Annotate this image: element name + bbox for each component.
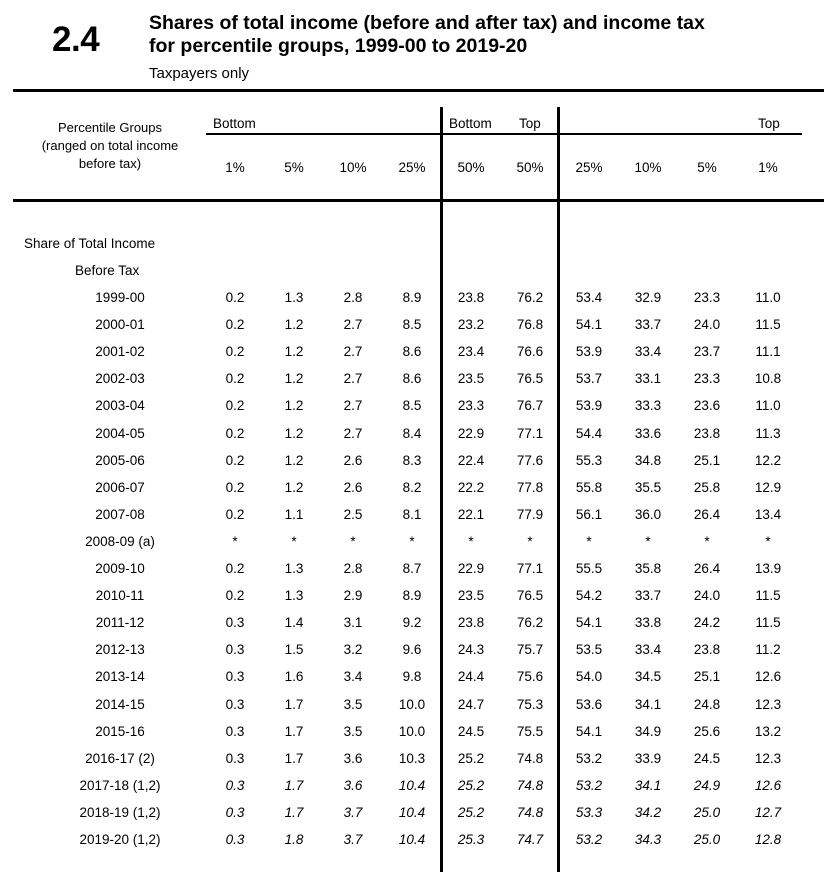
table-row bbox=[0, 642, 824, 669]
table-cell: 23.8 bbox=[457, 615, 485, 631]
column-label: 50% bbox=[516, 160, 544, 175]
top-rule bbox=[13, 89, 824, 92]
table-cell: 2.7 bbox=[343, 425, 363, 441]
table-cell: 11.5 bbox=[755, 317, 781, 333]
table-cell: 53.3 bbox=[575, 804, 603, 820]
table-cell: 33.4 bbox=[634, 642, 662, 658]
table-cell: 24.0 bbox=[693, 588, 721, 604]
table-cell: 77.1 bbox=[516, 425, 544, 441]
table-cell: 55.3 bbox=[575, 452, 603, 468]
table-cell: 8.9 bbox=[402, 588, 422, 604]
table-cell: 25.1 bbox=[693, 669, 721, 685]
table-cell: 3.7 bbox=[343, 832, 363, 847]
table-cell: 34.1 bbox=[634, 696, 662, 712]
row-year: 1999-00 bbox=[95, 290, 145, 305]
table-cell: 11.5 bbox=[755, 588, 781, 604]
table-cell: 0.2 bbox=[225, 317, 245, 333]
table-cell: * bbox=[232, 533, 238, 549]
table-cell: 24.0 bbox=[693, 317, 721, 333]
table-cell: 12.9 bbox=[754, 479, 782, 495]
table-cell: 24.5 bbox=[457, 723, 485, 739]
table-cell: 8.5 bbox=[402, 398, 422, 414]
table-cell: 35.5 bbox=[634, 479, 662, 495]
table-cell: 2.6 bbox=[343, 479, 363, 495]
table-cell: 25.2 bbox=[457, 750, 485, 766]
table-cell: 2.7 bbox=[343, 398, 363, 414]
row-year: 2017-18 (1,2) bbox=[79, 777, 161, 793]
table-cell: * bbox=[645, 533, 651, 549]
table-row bbox=[0, 453, 824, 480]
table-cell: 0.3 bbox=[225, 832, 245, 847]
table-cell: 25.8 bbox=[693, 479, 721, 495]
table-cell: 8.9 bbox=[402, 290, 422, 305]
table-cell: 53.4 bbox=[575, 290, 603, 305]
table-cell: 3.1 bbox=[343, 615, 363, 631]
table-cell: 3.4 bbox=[343, 669, 363, 685]
table-cell: 0.2 bbox=[225, 506, 245, 522]
table-cell: 10.8 bbox=[754, 371, 782, 387]
table-cell: 34.2 bbox=[634, 804, 662, 820]
column-label: 5% bbox=[697, 160, 717, 175]
table-cell: 53.2 bbox=[575, 777, 603, 793]
table-row bbox=[0, 344, 824, 371]
table-cell: 23.6 bbox=[693, 398, 721, 414]
table-cell: 26.4 bbox=[693, 561, 721, 576]
table-cell: 12.6 bbox=[754, 669, 782, 685]
title-line-2: for percentile groups, 1999-00 to 2019-20 bbox=[149, 35, 528, 57]
column-label: 10% bbox=[339, 160, 367, 175]
table-cell: 32.9 bbox=[634, 290, 662, 305]
table-cell: 34.8 bbox=[634, 452, 662, 468]
table-cell: 53.2 bbox=[575, 832, 603, 847]
group-label-top-50: Top bbox=[519, 116, 541, 131]
table-cell: 12.8 bbox=[754, 832, 782, 847]
column-label: 1% bbox=[758, 160, 778, 175]
table-cell: 76.5 bbox=[516, 371, 544, 387]
table-cell: 2.6 bbox=[343, 452, 363, 468]
table-cell: 53.9 bbox=[575, 344, 603, 360]
table-cell: 23.2 bbox=[457, 317, 485, 333]
table-cell: 74.8 bbox=[516, 804, 544, 820]
row-year: 2015-16 bbox=[95, 723, 145, 739]
table-row bbox=[0, 724, 824, 751]
table-cell: 1.7 bbox=[284, 777, 304, 793]
table-cell: 13.4 bbox=[754, 506, 782, 522]
table-cell: 23.3 bbox=[457, 398, 485, 414]
table-cell: 1.7 bbox=[284, 750, 304, 766]
table-cell: 2.7 bbox=[343, 317, 363, 333]
table-cell: 25.0 bbox=[693, 804, 721, 820]
table-cell: 12.2 bbox=[754, 452, 782, 468]
table-cell: * bbox=[765, 533, 771, 549]
row-year: 2016-17 (2) bbox=[85, 750, 155, 766]
table-cell: 3.6 bbox=[343, 750, 363, 766]
title-line-1: Shares of total income (before and after tax) and income tax bbox=[149, 12, 705, 34]
table-row bbox=[0, 480, 824, 507]
table-cell: 0.2 bbox=[225, 344, 245, 360]
table-cell: 0.2 bbox=[225, 452, 245, 468]
table-cell: 1.3 bbox=[284, 290, 304, 305]
table-cell: 33.9 bbox=[634, 750, 662, 766]
table-cell: 3.5 bbox=[343, 723, 363, 739]
row-year: 2005-06 bbox=[95, 452, 145, 468]
table-cell: 2.5 bbox=[343, 506, 363, 522]
table-cell: 77.8 bbox=[516, 479, 544, 495]
table-cell: 75.7 bbox=[516, 642, 544, 658]
table-cell: 1.2 bbox=[284, 452, 304, 468]
group-label-bottom-50: Bottom bbox=[449, 116, 492, 131]
table-cell: 24.9 bbox=[693, 777, 721, 793]
table-cell: 22.1 bbox=[457, 506, 485, 522]
table-cell: 0.3 bbox=[225, 696, 245, 712]
table-cell: 23.5 bbox=[457, 588, 485, 604]
table-cell: 1.2 bbox=[284, 317, 304, 333]
table-cell: 1.2 bbox=[284, 371, 304, 387]
table-cell: 1.1 bbox=[284, 506, 304, 522]
table-cell: 33.3 bbox=[634, 398, 662, 414]
table-title bbox=[149, 12, 809, 58]
table-cell: 9.8 bbox=[402, 669, 422, 685]
table-cell: 33.7 bbox=[634, 317, 662, 333]
group-underline bbox=[206, 133, 802, 135]
table-row bbox=[0, 805, 824, 832]
column-label: 25% bbox=[398, 160, 426, 175]
table-cell: * bbox=[409, 533, 415, 549]
table-cell: 26.4 bbox=[693, 506, 721, 522]
row-year: 2003-04 bbox=[95, 398, 145, 414]
table-cell: 0.3 bbox=[225, 723, 245, 739]
table-cell: 1.7 bbox=[284, 804, 304, 820]
table-cell: 8.4 bbox=[402, 425, 422, 441]
table-cell: 1.3 bbox=[284, 588, 304, 604]
table-cell: 33.8 bbox=[634, 615, 662, 631]
table-row bbox=[0, 588, 824, 615]
table-cell: * bbox=[468, 533, 474, 549]
table-row bbox=[0, 534, 824, 561]
table-cell: 8.6 bbox=[402, 371, 422, 387]
row-year: 2006-07 bbox=[95, 479, 145, 495]
table-cell: * bbox=[291, 533, 297, 549]
table-cell: 76.6 bbox=[516, 344, 544, 360]
table-cell: 33.1 bbox=[634, 371, 662, 387]
table-cell: 33.4 bbox=[634, 344, 662, 360]
table-cell: 0.3 bbox=[225, 750, 245, 766]
row-year: 2000-01 bbox=[95, 317, 145, 333]
table-cell: 11.1 bbox=[755, 344, 781, 360]
table-cell: 23.8 bbox=[457, 290, 485, 305]
table-cell: 76.2 bbox=[516, 290, 544, 305]
table-cell: 0.2 bbox=[225, 479, 245, 495]
table-row bbox=[0, 398, 824, 425]
table-cell: 0.3 bbox=[225, 615, 245, 631]
table-cell: 3.6 bbox=[343, 777, 363, 793]
table-row bbox=[0, 751, 824, 778]
table-cell: 33.7 bbox=[634, 588, 662, 604]
table-cell: 0.3 bbox=[225, 804, 245, 820]
table-cell: 1.2 bbox=[284, 398, 304, 414]
stub-heading-line-1: Percentile Groups bbox=[57, 120, 163, 135]
table-cell: 75.5 bbox=[516, 723, 544, 739]
group-label-bottom: Bottom bbox=[213, 116, 256, 131]
table-cell: 76.7 bbox=[516, 398, 544, 414]
table-cell: 24.3 bbox=[457, 642, 485, 658]
table-cell: 9.2 bbox=[402, 615, 422, 631]
row-year: 2010-11 bbox=[95, 588, 145, 604]
table-cell: * bbox=[350, 533, 356, 549]
table-cell: 23.7 bbox=[693, 344, 721, 360]
table-row bbox=[0, 507, 824, 534]
table-cell: 11.3 bbox=[755, 425, 781, 441]
section-heading: Share of Total Income bbox=[24, 236, 156, 251]
table-cell: 0.3 bbox=[225, 669, 245, 685]
table-cell: 74.8 bbox=[516, 750, 544, 766]
table-cell: 22.2 bbox=[457, 479, 485, 495]
table-cell: 0.2 bbox=[225, 371, 245, 387]
table-cell: 34.3 bbox=[634, 832, 662, 847]
table-cell: 22.9 bbox=[457, 425, 485, 441]
table-cell: 24.8 bbox=[693, 696, 721, 712]
table-cell: 53.2 bbox=[575, 750, 603, 766]
column-label: 25% bbox=[575, 160, 603, 175]
table-cell: 12.6 bbox=[754, 777, 782, 793]
table-cell: 23.3 bbox=[693, 371, 721, 387]
table-cell: 12.3 bbox=[754, 696, 782, 712]
table-row bbox=[0, 371, 824, 398]
table-cell: 1.7 bbox=[284, 723, 304, 739]
table-cell: 9.6 bbox=[402, 642, 422, 658]
table-cell: 34.5 bbox=[634, 669, 662, 685]
table-cell: 8.7 bbox=[402, 561, 422, 576]
stub-heading bbox=[20, 119, 200, 173]
table-cell: 22.4 bbox=[457, 452, 485, 468]
table-cell: 1.2 bbox=[284, 344, 304, 360]
table-cell: 1.2 bbox=[284, 479, 304, 495]
table-row bbox=[0, 697, 824, 724]
table-cell: 10.4 bbox=[398, 777, 426, 793]
table-cell: 36.0 bbox=[634, 506, 662, 522]
table-cell: 2.7 bbox=[343, 344, 363, 360]
table-cell: 76.5 bbox=[516, 588, 544, 604]
table-subtitle: Taxpayers only bbox=[149, 65, 250, 82]
stub-heading-line-2: (ranged on total income bbox=[41, 138, 179, 153]
table-cell: 8.1 bbox=[402, 506, 422, 522]
row-year: 2011-12 bbox=[95, 615, 145, 631]
subsection-heading: Before Tax bbox=[75, 263, 140, 278]
table-cell: 1.2 bbox=[284, 425, 304, 441]
row-year: 2008-09 (a) bbox=[85, 533, 155, 549]
table-cell: 74.8 bbox=[516, 777, 544, 793]
column-label: 5% bbox=[284, 160, 304, 175]
table-cell: 53.5 bbox=[575, 642, 603, 658]
table-cell: 23.8 bbox=[693, 642, 721, 658]
table-cell: 11.0 bbox=[755, 398, 781, 414]
table-cell: 55.8 bbox=[575, 479, 603, 495]
table-cell: 54.1 bbox=[575, 615, 603, 631]
table-cell: 25.2 bbox=[457, 804, 485, 820]
row-year: 2013-14 bbox=[95, 669, 145, 685]
header-bottom-rule bbox=[13, 199, 824, 202]
table-cell: 23.3 bbox=[693, 290, 721, 305]
table-cell: 13.2 bbox=[754, 723, 782, 739]
table-cell: 1.3 bbox=[284, 561, 304, 576]
table-cell: 53.7 bbox=[575, 371, 603, 387]
table-cell: 8.5 bbox=[402, 317, 422, 333]
table-cell: 35.8 bbox=[634, 561, 662, 576]
table-cell: 77.6 bbox=[516, 452, 544, 468]
table-cell: 76.8 bbox=[516, 317, 544, 333]
table-row bbox=[0, 290, 824, 317]
table-cell: 12.7 bbox=[754, 804, 782, 820]
table-cell: 25.2 bbox=[457, 777, 485, 793]
table-cell: 0.2 bbox=[225, 290, 245, 305]
table-row bbox=[0, 832, 824, 859]
table-cell: 1.8 bbox=[284, 832, 304, 847]
table-cell: 10.0 bbox=[398, 696, 426, 712]
column-label: 50% bbox=[457, 160, 485, 175]
table-row bbox=[0, 778, 824, 805]
table-cell: * bbox=[527, 533, 533, 549]
table-cell: 54.1 bbox=[575, 317, 603, 333]
table-cell: 23.5 bbox=[457, 371, 485, 387]
table-cell: 25.1 bbox=[693, 452, 721, 468]
table-cell: 22.9 bbox=[457, 561, 485, 576]
table-cell: 11.2 bbox=[755, 642, 781, 658]
table-cell: 75.6 bbox=[516, 669, 544, 685]
table-cell: 24.7 bbox=[457, 696, 485, 712]
table-cell: 23.4 bbox=[457, 344, 485, 360]
table-cell: 0.2 bbox=[225, 398, 245, 414]
table-cell: 54.1 bbox=[575, 723, 603, 739]
row-year: 2001-02 bbox=[95, 344, 145, 360]
group-label-top: Top bbox=[758, 116, 780, 131]
table-cell: 8.6 bbox=[402, 344, 422, 360]
table-row bbox=[0, 561, 824, 588]
table-cell: 2.8 bbox=[343, 561, 363, 576]
table-cell: 1.6 bbox=[284, 669, 304, 685]
stub-heading-line-3: before tax) bbox=[78, 156, 142, 171]
table-cell: 24.4 bbox=[457, 669, 485, 685]
table-row bbox=[0, 426, 824, 453]
table-cell: 2.8 bbox=[343, 290, 363, 305]
table-row bbox=[0, 669, 824, 696]
table-cell: 34.9 bbox=[634, 723, 662, 739]
table-cell: 34.1 bbox=[634, 777, 662, 793]
table-cell: 8.3 bbox=[402, 452, 422, 468]
table-cell: 24.2 bbox=[693, 615, 721, 631]
table-cell: 56.1 bbox=[575, 506, 603, 522]
table-cell: 77.1 bbox=[516, 561, 544, 576]
table-cell: 10.0 bbox=[398, 723, 426, 739]
row-year: 2002-03 bbox=[95, 371, 145, 387]
table-cell: 76.2 bbox=[516, 615, 544, 631]
table-cell: * bbox=[704, 533, 710, 549]
row-year: 2019-20 (1,2) bbox=[79, 832, 161, 847]
table-cell: 0.3 bbox=[225, 777, 245, 793]
row-year: 2018-19 (1,2) bbox=[79, 804, 161, 820]
table-cell: 54.0 bbox=[575, 669, 603, 685]
table-cell: 2.9 bbox=[343, 588, 363, 604]
table-cell: 3.2 bbox=[343, 642, 363, 658]
column-label: 1% bbox=[225, 160, 245, 175]
table-cell: 55.5 bbox=[575, 561, 603, 576]
table-cell: 3.5 bbox=[343, 696, 363, 712]
table-cell: 54.4 bbox=[575, 425, 603, 441]
table-cell: 23.8 bbox=[693, 425, 721, 441]
table-row bbox=[0, 317, 824, 344]
table-row bbox=[0, 615, 824, 642]
table-cell: 53.6 bbox=[575, 696, 603, 712]
table-cell: 3.7 bbox=[343, 804, 363, 820]
table-cell: 54.2 bbox=[575, 588, 603, 604]
table-cell: 74.7 bbox=[516, 832, 544, 847]
table-cell: 8.2 bbox=[402, 479, 422, 495]
table-cell: 1.5 bbox=[284, 642, 304, 658]
row-year: 2004-05 bbox=[95, 425, 145, 441]
table-cell: 13.9 bbox=[754, 561, 782, 576]
table-cell: 24.5 bbox=[693, 750, 721, 766]
table-cell: 25.6 bbox=[693, 723, 721, 739]
table-cell: 1.4 bbox=[284, 615, 304, 631]
table-cell: 75.3 bbox=[516, 696, 544, 712]
table-number: 2.4 bbox=[52, 20, 100, 59]
row-year: 2012-13 bbox=[95, 642, 145, 658]
table-cell: 10.4 bbox=[398, 832, 426, 847]
table-cell: 0.2 bbox=[225, 561, 245, 576]
table-cell: 53.9 bbox=[575, 398, 603, 414]
table-cell: 1.7 bbox=[284, 696, 304, 712]
table-cell: 0.2 bbox=[225, 425, 245, 441]
table-cell: 11.5 bbox=[755, 615, 781, 631]
table-cell: 0.2 bbox=[225, 588, 245, 604]
table-cell: * bbox=[586, 533, 592, 549]
table-cell: 25.3 bbox=[457, 832, 485, 847]
table-cell: 10.4 bbox=[398, 804, 426, 820]
table-cell: 11.0 bbox=[755, 290, 781, 305]
row-year: 2007-08 bbox=[95, 506, 145, 522]
table-cell: 10.3 bbox=[398, 750, 426, 766]
row-year: 2009-10 bbox=[95, 561, 145, 576]
row-year: 2014-15 bbox=[95, 696, 145, 712]
table-cell: 25.0 bbox=[693, 832, 721, 847]
table-cell: 77.9 bbox=[516, 506, 544, 522]
column-label: 10% bbox=[634, 160, 662, 175]
table-cell: 0.3 bbox=[225, 642, 245, 658]
table-cell: 12.3 bbox=[754, 750, 782, 766]
table-cell: 2.7 bbox=[343, 371, 363, 387]
table-cell: 33.6 bbox=[634, 425, 662, 441]
